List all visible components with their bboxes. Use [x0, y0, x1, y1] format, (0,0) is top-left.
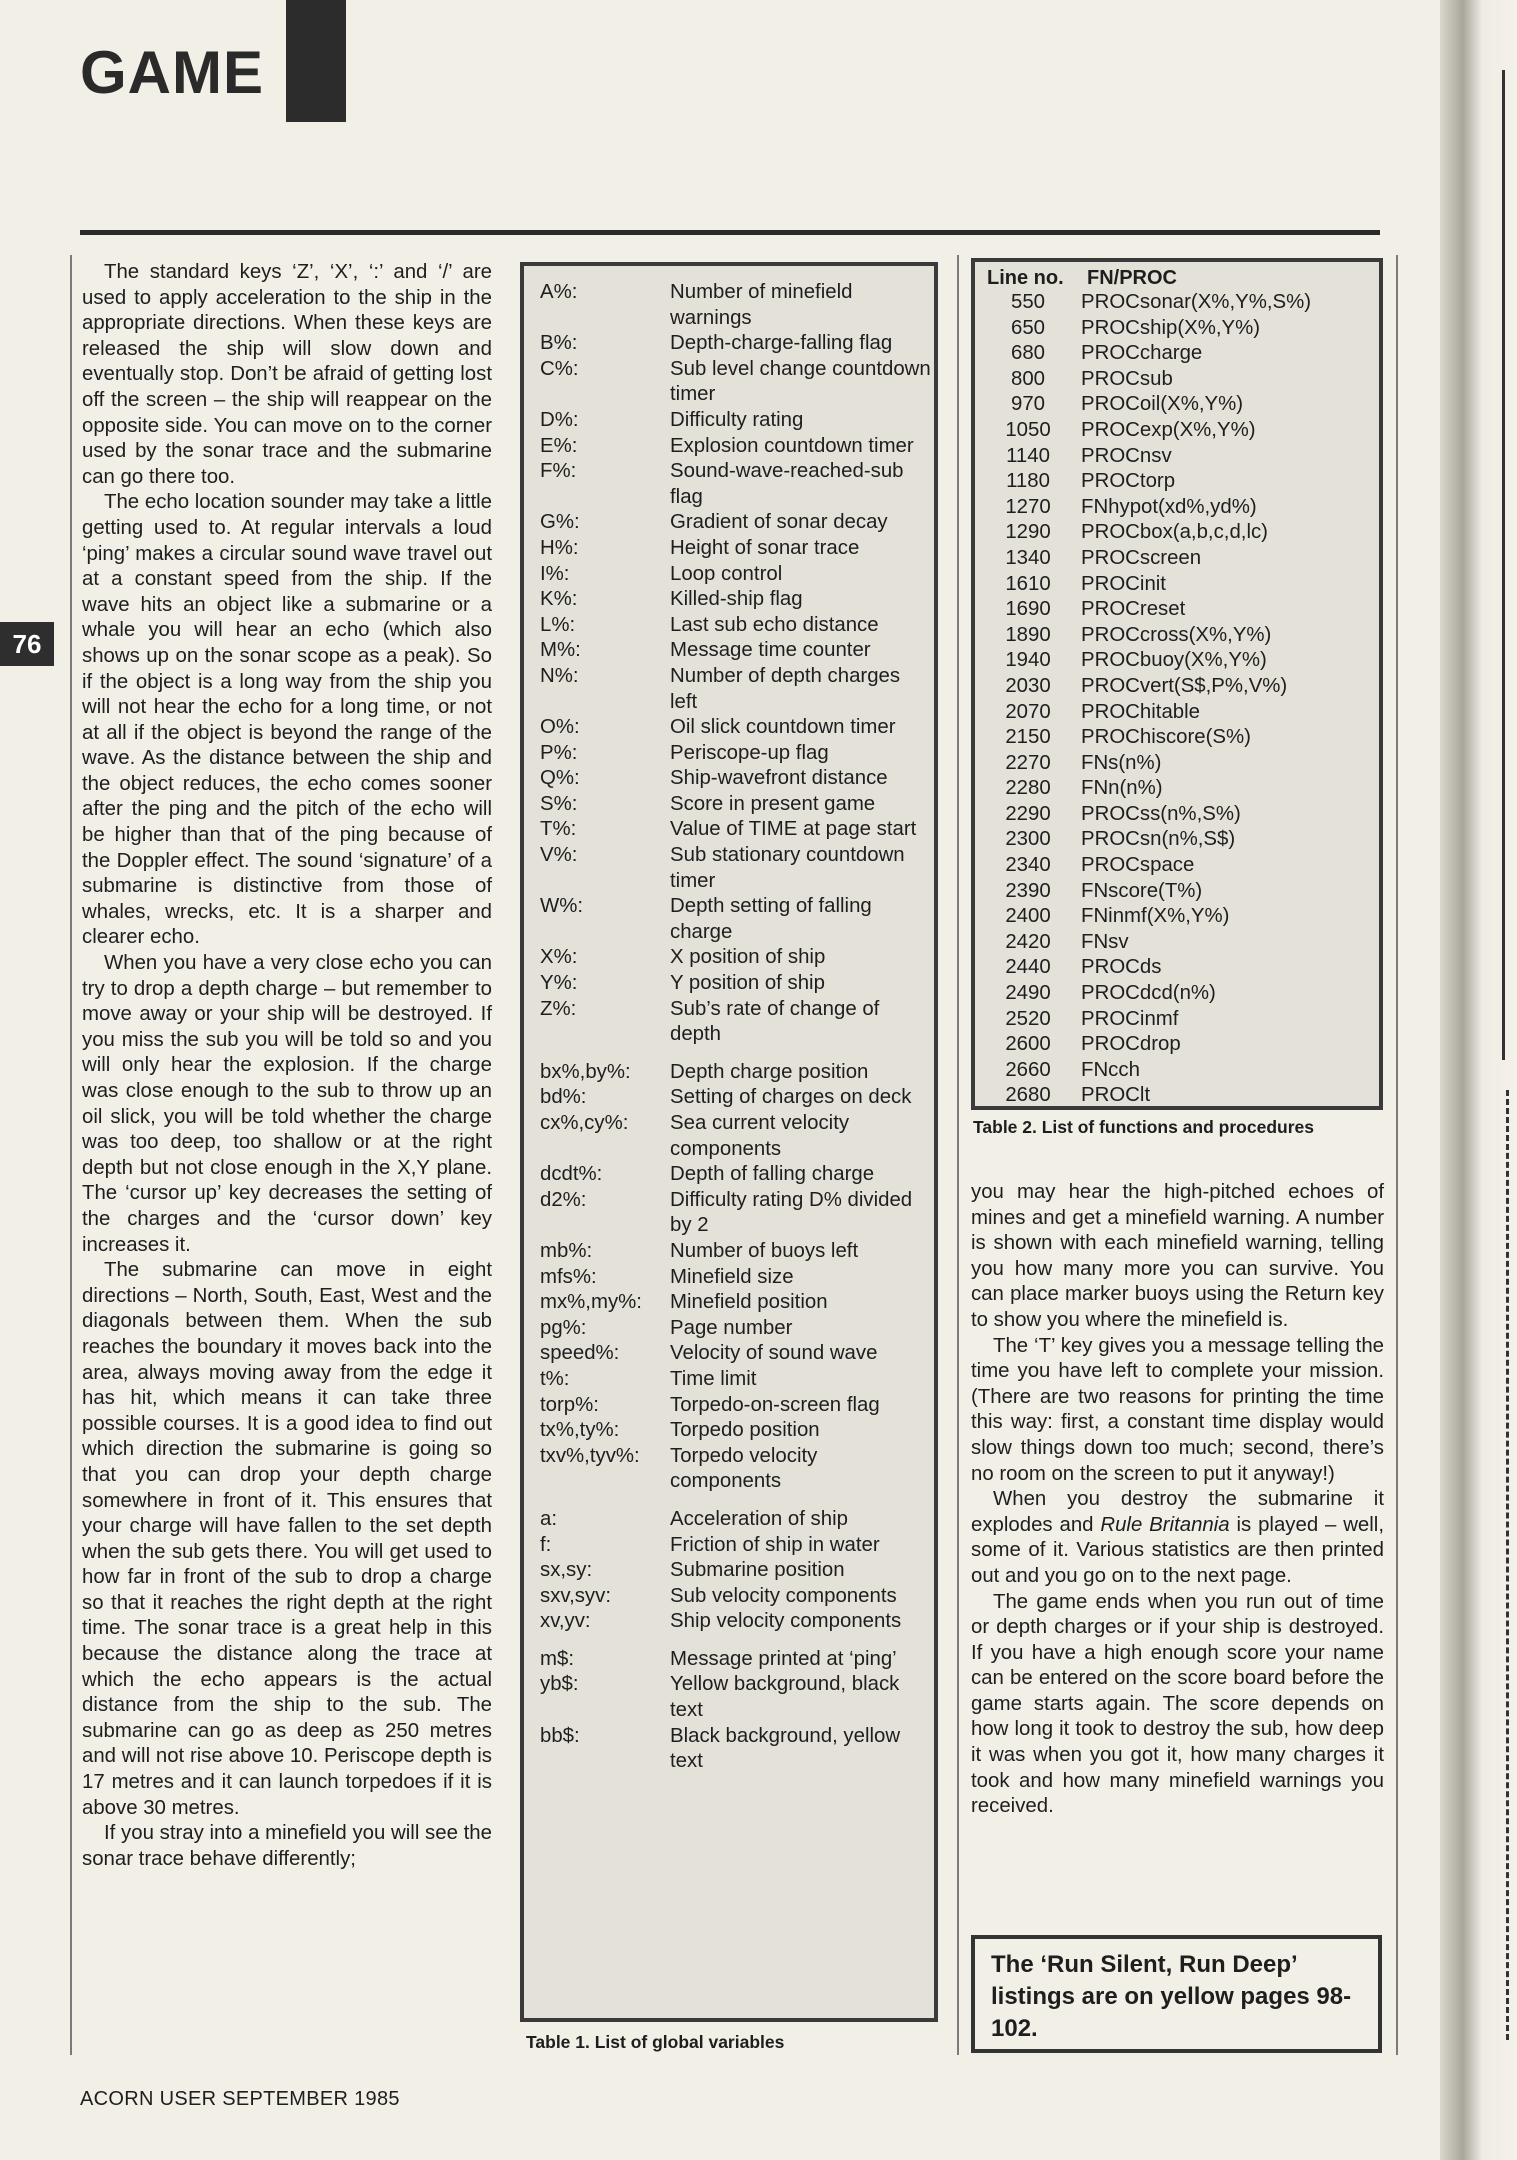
- table-row: [540, 1584, 934, 1610]
- table-row: [987, 469, 1379, 495]
- function-name: PROClt: [1081, 1084, 1151, 1107]
- variable-name: f:: [540, 1533, 552, 1556]
- table-row: [540, 357, 934, 408]
- table-group-gap: [540, 1635, 934, 1647]
- line-number: 2270: [1005, 751, 1051, 774]
- line-number: 2390: [1005, 879, 1051, 902]
- variable-description: Last sub echo distance: [670, 613, 879, 636]
- line-number: 2490: [1005, 982, 1051, 1005]
- variable-name: d2%:: [540, 1188, 587, 1211]
- table-row: [987, 981, 1379, 1007]
- table-row: [987, 290, 1379, 316]
- line-no-header: Line no.: [987, 267, 1064, 289]
- function-name: PROChitable: [1081, 700, 1200, 723]
- table-row: [540, 1367, 934, 1393]
- line-number: 1050: [1005, 418, 1051, 441]
- variable-description: Number of buoys left: [670, 1239, 859, 1262]
- function-name: PROCspace: [1081, 854, 1195, 877]
- table-row: [987, 648, 1379, 674]
- variable-name: tx%,ty%:: [540, 1419, 620, 1442]
- table-row: [540, 587, 934, 613]
- table-row: [987, 802, 1379, 828]
- variable-description: Message time counter: [670, 639, 871, 662]
- italic-title: Rule Britannia: [1100, 1513, 1230, 1536]
- variable-description: Periscope-up flag: [670, 741, 829, 764]
- variable-name: bx%,by%:: [540, 1060, 631, 1083]
- table-row: [540, 1507, 934, 1533]
- variable-description: Minefield position: [670, 1291, 828, 1314]
- variable-name: Z%:: [540, 997, 577, 1020]
- table-row: [987, 827, 1379, 853]
- table-row: [540, 792, 934, 818]
- variable-description: Sea current velocity components: [670, 1112, 850, 1160]
- function-name: PROCinmf: [1081, 1007, 1179, 1030]
- table-row: [540, 945, 934, 971]
- variable-description: Number of minefield warnings: [670, 281, 853, 329]
- variable-description: Sub level change countdown timer: [670, 357, 931, 406]
- table-row: [540, 1060, 934, 1086]
- function-name: FNinmf(X%,Y%): [1081, 905, 1230, 928]
- function-name: FNhypot(xd%,yd%): [1081, 495, 1257, 518]
- function-name: PROChiscore(S%): [1081, 726, 1251, 749]
- table-row: [540, 1533, 934, 1559]
- table-row: [987, 623, 1379, 649]
- variable-description: Height of sonar trace: [670, 536, 860, 559]
- variable-description: Y position of ship: [670, 972, 825, 995]
- table-row: [987, 572, 1379, 598]
- function-name: PROCcharge: [1081, 342, 1203, 365]
- function-name: PROCnsv: [1081, 444, 1172, 467]
- table-row: [987, 392, 1379, 418]
- table-row: [987, 700, 1379, 726]
- line-number: 1290: [1005, 521, 1051, 544]
- variable-description: Ship velocity components: [670, 1610, 902, 1633]
- line-number: 2420: [1005, 930, 1051, 953]
- function-name: PROCreset: [1081, 598, 1186, 621]
- variable-name: L%:: [540, 613, 576, 636]
- variable-name: txv%,tyv%:: [540, 1444, 640, 1467]
- line-number: 2300: [1005, 828, 1051, 851]
- line-number: 1140: [1006, 444, 1050, 467]
- table-row: [540, 1239, 934, 1265]
- line-number: 2400: [1005, 905, 1051, 928]
- table-row: [987, 1007, 1379, 1033]
- variable-name: A%:: [540, 281, 578, 303]
- variable-description: Acceleration of ship: [670, 1507, 848, 1530]
- table-row: [540, 1085, 934, 1111]
- variable-name: G%:: [540, 511, 580, 534]
- variable-description: Setting of charges on deck: [670, 1086, 912, 1109]
- variable-description: Sound-wave-reached-sub flag: [670, 460, 904, 508]
- function-name: PROCoil(X%,Y%): [1081, 393, 1244, 416]
- variable-description: Minefield size: [670, 1265, 794, 1288]
- variable-name: sxv,syv:: [540, 1584, 611, 1607]
- table-row: [540, 817, 934, 843]
- table-row: [540, 894, 934, 945]
- variable-description: Black background, yellow text: [670, 1724, 901, 1773]
- function-name: FNn(n%): [1081, 777, 1163, 800]
- variable-name: T%:: [540, 818, 577, 841]
- variable-description: Difficulty rating D% divided by 2: [670, 1188, 913, 1237]
- variable-name: m$:: [540, 1647, 574, 1670]
- variable-name: bb$:: [540, 1724, 580, 1747]
- function-name: PROCtorp: [1081, 470, 1176, 493]
- paragraph: The echo location sounder may take a little getting used to. At regular intervals a loud ‘ping’ makes a circular sound wave travel out at a constant speed from the ship. If the wave hits an object like a submarine or a whale you will hear an echo (which also shows up on the sonar scope as a peak). So if the object is a long way from the ship you will not hear the echo for a long time, or not at all if the object is beyond the range of the wave. As the distance between the ship and the object reduces, the echo comes sooner after the ping and the pitch of the echo will be higher than that of the ping because of the Doppler effect. The sound ‘signature’ of a submarine is distinctive from those of whales, wrecks, etc. It is a sharper and clearer echo.: [82, 491, 492, 949]
- variable-description: Ship-wavefront distance: [670, 767, 888, 790]
- table-row: [540, 638, 934, 664]
- table-row: [540, 766, 934, 792]
- table-row: [540, 562, 934, 588]
- function-name: PROCdrop: [1081, 1033, 1181, 1056]
- table-row: [540, 1111, 934, 1162]
- table-row: [987, 853, 1379, 879]
- paragraph: The ‘T’ key gives you a message telling the time you have left to complete your mission. (There are two reasons for printing the time this way: first, a constant time display would slow things down too much; second, there’s no room on the screen to put it anyway!): [971, 1334, 1384, 1485]
- section-title: GAME: [80, 39, 264, 106]
- table-row: [540, 1393, 934, 1419]
- text-run: When you destroy the submarine it explodes and: [971, 1488, 1384, 1536]
- variable-description: Torpedo velocity components: [670, 1444, 818, 1493]
- column-rule-left: [70, 255, 72, 2055]
- paragraph: If you stray into a minefield you will see the sonar trace behave differently;: [82, 1822, 492, 1870]
- table-row: [540, 459, 934, 510]
- table-row: [540, 1162, 934, 1188]
- page-number-tab: 76: [0, 622, 54, 666]
- table-row: [540, 843, 934, 894]
- table-row: [540, 1341, 934, 1367]
- line-number: 1890: [1005, 623, 1051, 646]
- table-row: [987, 444, 1379, 470]
- adjacent-page-dashes: [1506, 1090, 1512, 2040]
- variable-name: M%:: [540, 639, 581, 662]
- line-number: 2520: [1005, 1007, 1051, 1030]
- line-number: 1940: [1005, 649, 1051, 672]
- table-row: [540, 1672, 934, 1723]
- table-row: [987, 520, 1379, 546]
- variable-description: Depth setting of falling charge: [670, 895, 872, 943]
- table-row: [540, 997, 934, 1048]
- function-name: PROCexp(X%,Y%): [1081, 418, 1256, 441]
- table2-caption: Table 2. List of functions and procedures: [973, 1117, 1314, 1137]
- line-number: 1610: [1005, 572, 1051, 595]
- table-row: [987, 495, 1379, 521]
- line-number: 2030: [1005, 674, 1051, 697]
- variable-description: Sub stationary countdown timer: [670, 844, 905, 892]
- variable-name: mb%:: [540, 1239, 593, 1262]
- function-name: FNscore(T%): [1081, 879, 1203, 902]
- function-name: PROCss(n%,S%): [1081, 802, 1241, 825]
- paragraph: [971, 1487, 1384, 1589]
- paragraph: The game ends when you run out of time or depth charges or if your ship is destroyed. If you have a high enough score your name can be entered on the score board before the game starts again. The score depends on how long it took to destroy the sub, how deep it was when you got it, how many charges it took and how many minefield warnings you received.: [971, 1590, 1384, 1818]
- article-column-3: [971, 1180, 1384, 1820]
- function-name: PROCsonar(X%,Y%,S%): [1081, 291, 1312, 313]
- paragraph: The submarine can move in eight directions – North, South, East, West and the diagonals between them. When the sub reaches the boundary it moves back into the area, always moving away from the edge it has hit, which means it can take three possible courses. It is a good idea to find out which direction the submarine is going so that you can drop your depth charge somewhere in front of it. This ensures that your charge will have fallen to the set depth when the sub gets there. You will get used to how far in front of the sub to drop a charge so that it reaches the right depth at the right time. The sonar trace is a great help in this because the distance along the trace at which the echo appears is the actual distance from the ship to the sub. The submarine can go as deep as 250 metres and will not rise above 10. Periscope depth is 17 metres and it can launch torpedoes if it is above 30 metres.: [82, 1259, 492, 1819]
- text-run: is played – well, some of it. Various statistics are then printed out and you go on to the next page.: [971, 1513, 1384, 1587]
- line-number: 2150: [1005, 726, 1051, 749]
- variable-name: W%:: [540, 895, 584, 918]
- variable-name: torp%:: [540, 1393, 599, 1416]
- footer-credit: ACORN USER SEPTEMBER 1985: [80, 2088, 400, 2110]
- variable-name: C%:: [540, 357, 579, 380]
- variable-description: Page number: [670, 1316, 793, 1339]
- paragraph: you may hear the high-pitched echoes of mines and get a minefield warning. A number is shown with each minefield warning, telling you how many more you can survive. You can place marker buoys using the Return key to show you where the minefield is.: [971, 1181, 1384, 1331]
- table-row: [540, 613, 934, 639]
- table-row: [987, 341, 1379, 367]
- variable-description: Submarine position: [670, 1559, 845, 1582]
- table-row: [540, 280, 934, 331]
- variable-description: Score in present game: [670, 792, 876, 815]
- variable-description: Torpedo position: [670, 1419, 820, 1442]
- variable-name: mfs%:: [540, 1265, 597, 1288]
- variable-description: Sub’s rate of change of depth: [670, 997, 880, 1046]
- variable-description: X position of ship: [670, 946, 826, 969]
- line-number: 2440: [1005, 956, 1051, 979]
- table-row: [987, 1083, 1379, 1109]
- variable-description: Killed-ship flag: [670, 588, 803, 611]
- table-row: [987, 367, 1379, 393]
- variable-description: Depth of falling charge: [670, 1163, 875, 1186]
- function-name: PROCvert(S$,P%,V%): [1081, 674, 1288, 697]
- variable-name: xv,yv:: [540, 1610, 591, 1633]
- listings-callout: The ‘Run Silent, Run Deep’ listings are on yellow pages 98-102.: [971, 1935, 1382, 2053]
- variable-name: S%:: [540, 792, 578, 815]
- variable-name: I%:: [540, 562, 570, 585]
- line-number: 2290: [1005, 802, 1051, 825]
- function-name: PROCds: [1081, 956, 1162, 979]
- function-name: FNcch: [1081, 1058, 1140, 1081]
- function-name: FNsv: [1081, 930, 1129, 953]
- line-number: 650: [1010, 316, 1046, 339]
- adjacent-page-rule: [1502, 70, 1505, 1060]
- variable-name: X%:: [540, 946, 578, 969]
- variable-name: mx%,my%:: [540, 1291, 642, 1314]
- variable-description: Number of depth charges left: [670, 664, 901, 713]
- variable-name: K%:: [540, 588, 578, 611]
- table-row: [540, 1316, 934, 1342]
- variable-description: Gradient of sonar decay: [670, 511, 888, 534]
- variable-name: H%:: [540, 536, 579, 559]
- variable-description: Friction of ship in water: [670, 1533, 880, 1556]
- variable-description: Value of TIME at page start: [670, 818, 917, 841]
- table-row: [540, 408, 934, 434]
- function-name: PROCbox(a,b,c,d,lc): [1081, 521, 1268, 544]
- line-number: 2280: [1005, 777, 1051, 800]
- table-row: [987, 1058, 1379, 1084]
- article-column-1: [82, 260, 492, 1872]
- variable-name: t%:: [540, 1367, 570, 1390]
- variable-name: D%:: [540, 408, 579, 431]
- variable-description: Loop control: [670, 562, 783, 585]
- line-number: 1690: [1005, 598, 1051, 621]
- line-number: 970: [1010, 393, 1046, 416]
- header-block: [286, 0, 346, 122]
- table-group-gap: [540, 1048, 934, 1060]
- table-row: [540, 1265, 934, 1291]
- variable-name: N%:: [540, 664, 579, 687]
- table-row: [987, 418, 1379, 444]
- table-row: [540, 510, 934, 536]
- variable-description: Depth charge position: [670, 1060, 869, 1083]
- table-row: [540, 1444, 934, 1495]
- function-name: PROCcross(X%,Y%): [1081, 623, 1272, 646]
- table-row: [987, 725, 1379, 751]
- variable-description: Oil slick countdown timer: [670, 716, 896, 739]
- variable-description: Velocity of sound wave: [670, 1342, 878, 1365]
- function-name: PROCship(X%,Y%): [1081, 316, 1261, 339]
- table-row: [540, 664, 934, 715]
- line-number: 1340: [1005, 546, 1051, 569]
- line-number: 550: [1010, 291, 1046, 313]
- line-number: 680: [1010, 342, 1046, 365]
- function-name: PROCinit: [1081, 572, 1166, 595]
- table1-caption: Table 1. List of global variables: [526, 2032, 785, 2052]
- variable-name: Y%:: [540, 972, 578, 995]
- table-row: [987, 776, 1379, 802]
- table-row: [540, 1609, 934, 1635]
- global-variables-table: [520, 262, 938, 2022]
- line-number: 2340: [1005, 854, 1051, 877]
- function-name: FNs(n%): [1081, 751, 1162, 774]
- table-row: [540, 536, 934, 562]
- line-number: 1270: [1005, 495, 1051, 518]
- table2-header: [987, 266, 1379, 290]
- table-row: [540, 1418, 934, 1444]
- variable-name: E%:: [540, 434, 578, 457]
- variable-description: Explosion countdown timer: [670, 434, 914, 457]
- table-row: [540, 1188, 934, 1239]
- functions-table: [971, 258, 1383, 1110]
- variable-name: sx,sy:: [540, 1559, 593, 1582]
- variable-name: pg%:: [540, 1316, 587, 1339]
- column-rule-middle: [957, 255, 959, 2055]
- table-row: [987, 751, 1379, 777]
- variable-name: a:: [540, 1507, 558, 1530]
- table-row: [540, 1647, 934, 1673]
- variable-name: P%:: [540, 741, 578, 764]
- table-row: [987, 879, 1379, 905]
- table-row: [540, 741, 934, 767]
- variable-description: Depth-charge-falling flag: [670, 332, 893, 355]
- table-row: [540, 434, 934, 460]
- table-row: [987, 546, 1379, 572]
- table-row: [540, 715, 934, 741]
- table-row: [987, 904, 1379, 930]
- line-number: 2680: [1005, 1084, 1051, 1107]
- variable-description: Message printed at ‘ping’: [670, 1647, 897, 1670]
- table-row: [987, 955, 1379, 981]
- function-name: PROCsn(n%,S$): [1081, 828, 1236, 851]
- variable-name: cx%,cy%:: [540, 1112, 629, 1134]
- table-row: [540, 1724, 934, 1775]
- variable-name: F%:: [540, 460, 577, 483]
- variable-description: Difficulty rating: [670, 408, 804, 431]
- variable-name: speed%:: [540, 1342, 620, 1365]
- table-row: [987, 597, 1379, 623]
- function-name: PROCsub: [1081, 367, 1173, 390]
- table-row: [987, 930, 1379, 956]
- variable-description: Sub velocity components: [670, 1584, 897, 1607]
- function-name: PROCbuoy(X%,Y%): [1081, 649, 1267, 672]
- table-row: [540, 331, 934, 357]
- line-number: 2070: [1005, 700, 1051, 723]
- line-number: 2660: [1005, 1058, 1051, 1081]
- paragraph: When you have a very close echo you can try to drop a depth charge – but remember to move away or your ship will be destroyed. If you miss the sub you will be told so and you will only hear the explosion. If the charge was close enough to the sub to throw up an oil slick, you will be told whether the charge was too deep, too shallow or at the right depth but not close enough in the X,Y plane. The ‘cursor up’ key decreases the setting of the charges and the ‘cursor down’ key increases it.: [82, 952, 492, 1256]
- variable-description: Torpedo-on-screen flag: [670, 1393, 880, 1416]
- function-name: PROCdcd(n%): [1081, 982, 1216, 1005]
- table-row: [987, 1032, 1379, 1058]
- line-number: 1180: [1006, 470, 1050, 493]
- table-row: [540, 1558, 934, 1584]
- variable-name: O%:: [540, 716, 580, 739]
- variable-name: V%:: [540, 844, 578, 867]
- line-number: 800: [1010, 367, 1046, 390]
- line-number: 2600: [1005, 1033, 1051, 1056]
- fnproc-header: FN/PROC: [1087, 267, 1177, 289]
- function-name: PROCscreen: [1081, 546, 1202, 569]
- variable-name: bd%:: [540, 1086, 587, 1109]
- variable-description: Time limit: [670, 1367, 757, 1390]
- variable-name: Q%:: [540, 767, 580, 790]
- variable-name: B%:: [540, 332, 578, 355]
- paragraph: The standard keys ‘Z’, ‘X’, ‘:’ and ‘/’ are used to apply acceleration to the ship in the appropriate directions. When these keys are released the ship will slow down and eventually stop. Don’t be afraid of getting lost off the screen – the ship will reappear on the opposite side. You can move on to the corner used by the sonar trace and the submarine can go there too.: [82, 261, 492, 488]
- table-row: [540, 971, 934, 997]
- table-row: [987, 674, 1379, 700]
- table-row: [987, 316, 1379, 342]
- table-group-gap: [540, 1495, 934, 1507]
- variable-name: dcdt%:: [540, 1163, 603, 1186]
- variable-description: Yellow background, black text: [670, 1673, 900, 1722]
- header-rule: [80, 230, 1380, 235]
- table-row: [540, 1290, 934, 1316]
- variable-name: yb$:: [540, 1673, 579, 1696]
- column-rule-right: [1396, 255, 1398, 2055]
